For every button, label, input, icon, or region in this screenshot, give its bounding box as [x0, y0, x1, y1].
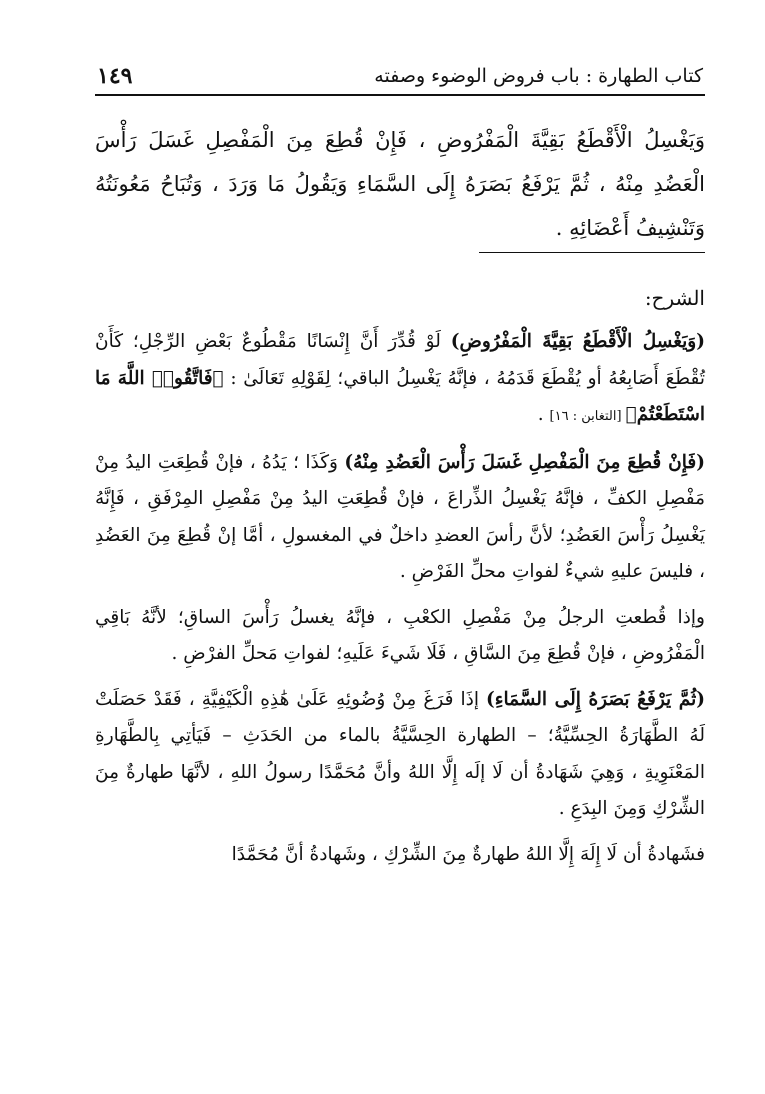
commentary-text: لَوْ قُدِّرَ أَنَّ إِنْسَانًا مَقْطُوعٌ بَعْضِ الرِّجْلِ؛ كَأَنْ تُقْطَعَ أَصَابِعُهُ أو يُقْطَعَ قَدَمُهُ ، فإنَّهُ يَغْسِلُ الباقي؛ لِقَوْلِهِ تَعَالَىٰ : [95, 331, 705, 389]
commentary-paragraph-4 [95, 682, 705, 828]
quoted-matn: (فَإِنْ قُطِعَ مِنَ الْمَفْصِلِ غَسَلَ رَأْسَ الْعَضُدِ مِنْهُ) [344, 451, 705, 473]
matn-divider [479, 252, 705, 253]
sharh-heading: الشرح: [644, 286, 705, 310]
commentary-text: إذَا فَرَغَ مِنْ وُضُوئِهِ عَلَىٰ هَٰذِهِ الْكَيْفِيَّةِ ، فَقَدْ حَصَلَتْ لَهُ الطَّهَارَةُ الحِسِّيَّةُ؛ – الطهارة الحِسَّيَّةُ بالماء من الحَدَثِ – فَيَأتِي بِالطَّهَارةِ المَعْنَوِيةِ ، وَهِيَ شَهَادةُ أن لَا إلَه إِلَّا اللهُ وأنَّ مُحَمَّدًا رسولُ اللهِ ، لأنَّهَا طهارةٌ مِنَ الشِّرْكِ وَمِنَ البِدَعِ . [95, 688, 705, 819]
commentary-text: وَكَذَا ؛ يَدُهُ ، فإنْ قُطِعَتِ اليدُ مِنْ مَفْصِلِ الكفِّ ، فإنَّهُ يَغْسِلُ الذِّراعَ ، فإنْ قُطِعَتِ اليدُ مِنْ مَفْصِلِ المِرْفَقِ ، فَإِنَّهُ يَغْسِلُ رَأْسَ العَضُدِ؛ لأنَّ رأسَ العضدِ داخلٌ في المغسولِ ، أمَّا إنْ قُطِعَ مِنَ العَضُدِ ، فليسَ عليهِ شيءٌ لفواتِ محلِّ الفَرْضِ . [95, 451, 705, 582]
chapter-title: كتاب الطهارة : باب فروض الوضوء وصفته [374, 65, 703, 87]
commentary-paragraph-2 [95, 445, 705, 591]
quoted-matn: (وَيَغْسِلُ الْأَقْطَعُ بَقِيَّةَ الْمَفْرُوضِ) [450, 331, 705, 352]
book-page [95, 62, 705, 873]
commentary-paragraph-1 [95, 324, 705, 436]
commentary-text: وإذا قُطعتِ الرجلُ مِنْ مَفْصِلِ الكعْبِ ، فإنَّهُ يغسلُ رَأْسَ الساقِ؛ لأنَّهُ بَاقِي الْمَفْرُوضِ ، فإنْ قُطِعَ مِنَ السَّاقِ ، فَلَا شَيءَ عَلَيهِ؛ لفواتِ مَحلِّ الفرْضِ . [95, 606, 705, 664]
commentary-paragraph-5 [95, 837, 705, 874]
matn-text: وَيَغْسِلُ الْأَقْطَعُ بَقِيَّةَ الْمَفْرُوضِ ، فَإِنْ قُطِعَ مِنَ الْمَفْصِلِ غَسَلَ رَأْسَ الْعَضُدِ مِنْهُ ، ثُمَّ يَرْفَعُ بَصَرَهُ إِلَى السَّمَاءِ وَيَقُولُ مَا وَرَدَ ، وَتُبَاحُ مَعُونَتُهُ وَتَنْشِيفُ أَعْضَائِهِ . [95, 128, 705, 240]
page-number: ١٤٩ [97, 63, 133, 89]
quran-verse: ﴿فَاتَّقُوا۟ اللَّهَ مَا اسْتَطَعْتُمْ﴾ [95, 367, 705, 425]
quoted-matn: (ثُمَّ يَرْفَعُ بَصَرَهُ إِلَى السَّمَاءِ) [486, 688, 705, 710]
commentary-paragraph-3 [95, 600, 705, 673]
verse-reference: [التغابن : ١٦] [549, 409, 626, 424]
commentary-text: فشَهادةُ أن لَا إِلَهَ إِلَّا اللهُ طهارةٌ مِنَ الشِّرْكِ ، وشَهادةُ أنَّ مُحَمَّدًا [231, 843, 705, 865]
commentary-tail: . [537, 404, 550, 425]
running-header [95, 62, 705, 96]
